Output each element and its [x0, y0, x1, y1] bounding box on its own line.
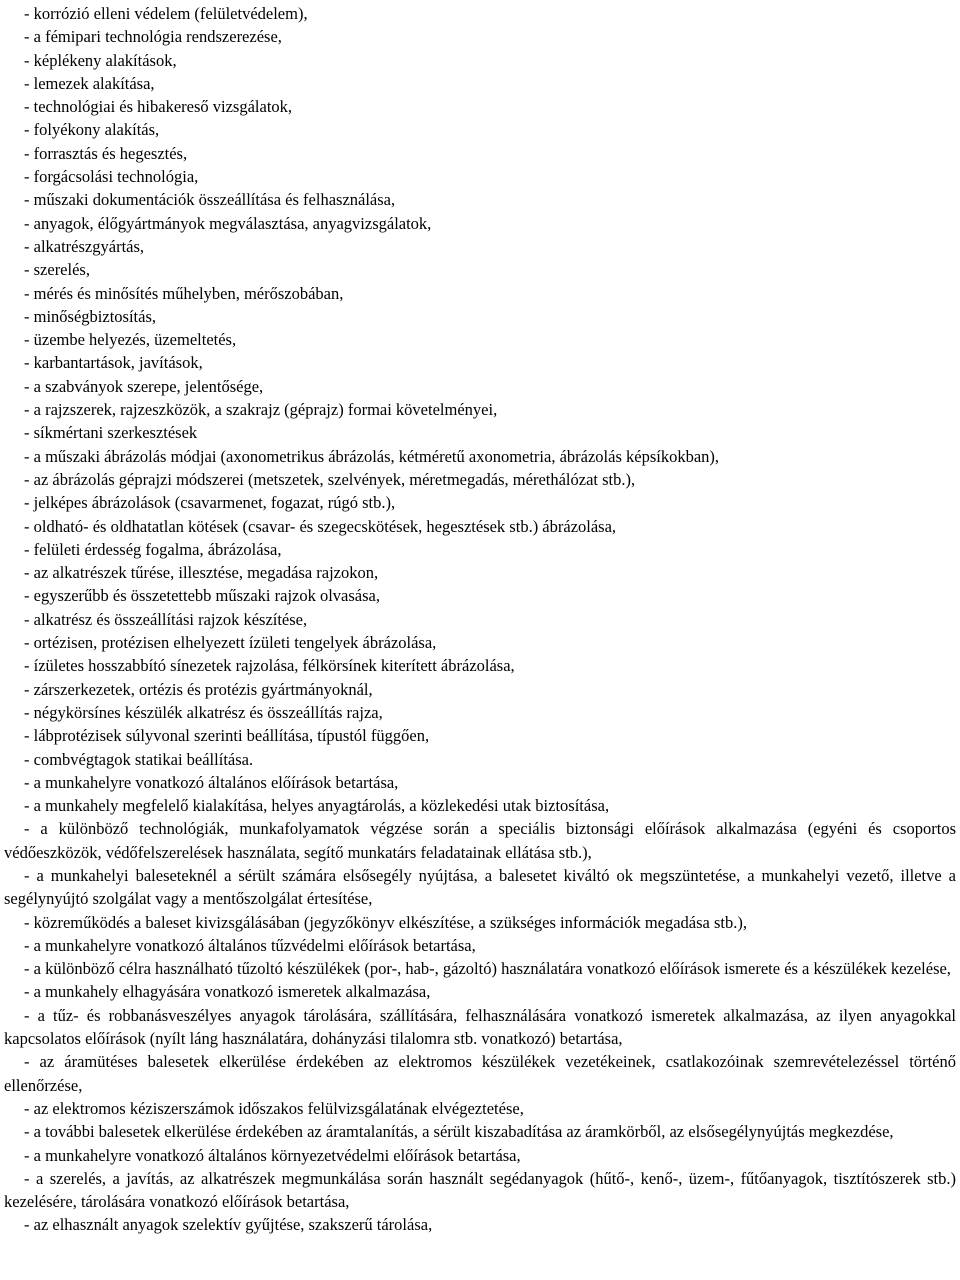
- list-item: - forgácsolási technológia,: [24, 167, 199, 187]
- list-item: - szerelés,: [24, 260, 90, 280]
- list-item: - síkmértani szerkesztések: [24, 423, 198, 443]
- list-item: - a munkahely megfelelő kialakítása, helyes anyagtárolás, a közlekedési utak biztosítása,: [24, 796, 610, 816]
- list-item: - egyszerűbb és összetettebb műszaki rajzok olvasása,: [24, 586, 380, 606]
- list-item: - a műszaki ábrázolás módjai (axonometrikus ábrázolás, kétméretű axonometria, ábrázolás képsíkokban),: [24, 446, 720, 466]
- list-item: - minőségbiztosítás,: [24, 306, 156, 326]
- list-item: - forrasztás és hegesztés,: [24, 143, 188, 163]
- list-item: - zárszerkezetek, ortézis és protézis gyártmányoknál,: [24, 679, 373, 699]
- list-item: - a rajzszerek, rajzeszközök, a szakrajz (géprajz) formai követelményei,: [24, 400, 498, 420]
- list-item: - korrózió elleni védelem (felületvédelem),: [24, 4, 308, 23]
- list-item: - oldható- és oldhatatlan kötések (csavar- és szegecskötések, hegesztések stb.) ábrázolása,: [24, 516, 617, 536]
- list-item: - anyagok, élőgyártmányok megválasztása, anyagvizsgálatok,: [24, 213, 432, 233]
- paragraph: - közreműködés a baleset kivizsgálásában (jegyzőkönyv elkészítése, a szükséges információk megadása stb.),: [24, 912, 747, 932]
- list-item: - alkatrész és összeállítási rajzok készítése,: [24, 609, 308, 629]
- list-item: - jelképes ábrázolások (csavarmenet, fogazat, rúgó stb.),: [24, 493, 396, 513]
- list-item: - felületi érdesség fogalma, ábrázolása,: [24, 539, 282, 559]
- list-item: - az ábrázolás géprajzi módszerei (metszetek, szelvények, méretmegadás, mérethálózat stb.),: [24, 469, 636, 489]
- list-item: - folyékony alakítás,: [24, 120, 160, 140]
- list-item: - képlékeny alakítások,: [24, 50, 177, 70]
- paragraph: - a munkahely elhagyására vonatkozó ismeretek alkalmazása,: [24, 982, 431, 1002]
- paragraph: - a különböző technológiák, munkafolyamatok végzése során a speciális biztonsági előírások alkalmazása (egyéni és csoportos védőeszközök, védőfelszerelések használata, segítő munkatárs feladatainak ellátása stb.),: [4, 819, 956, 862]
- document-page: [4, 2, 956, 1237]
- list-item: - technológiai és hibakereső vizsgálatok,: [24, 97, 293, 117]
- paragraph: - az áramütéses balesetek elkerülése érdekében az elektromos készülékek vezetékeinek, csatlakozóinak szemrevételezéssel történő ellenőrzése,: [4, 1052, 956, 1095]
- paragraph: - az elhasznált anyagok szelektív gyűjtése, szakszerű tárolása,: [24, 1215, 433, 1235]
- paragraph: - a szerelés, a javítás, az alkatrészek megmunkálása során használt segédanyagok (hűtő-, kenő-, üzem-, fűtőanyagok, tisztítószerek stb.) kezelésére, tárolására vonatkozó előírások betartása,: [4, 1168, 956, 1212]
- safety-paragraphs: [4, 817, 956, 1236]
- paragraph: - a további balesetek elkerülése érdekében az áramtalanítás, a sérült kiszabadítása az áramkörből, az elsősegélynyújtás megkezdése,: [24, 1122, 894, 1142]
- list-item: - mérés és minősítés műhelyben, mérőszobában,: [24, 283, 344, 303]
- list-item: - lemezek alakítása,: [24, 73, 155, 93]
- list-item: - ízületes hosszabbító sínezetek rajzolása, félkörsínek kiterített ábrázolása,: [24, 656, 515, 676]
- list-item: - alkatrészgyártás,: [24, 236, 145, 256]
- list-item: - négykörsínes készülék alkatrész és összeállítás rajza,: [24, 702, 383, 722]
- list-item: - ortézisen, protézisen elhelyezett ízületi tengelyek ábrázolása,: [24, 633, 437, 653]
- paragraph: - a különböző célra használható tűzoltó készülékek (por-, hab-, gázoltó) használatára vonatkozó előírások ismerete és a készülékek kezelése,: [24, 959, 951, 979]
- paragraph: - a munkahelyre vonatkozó általános környezetvédelmi előírások betartása,: [24, 1145, 521, 1165]
- paragraph: - a munkahelyi baleseteknél a sérült számára elsősegély nyújtása, a balesetet kiváltó ok megszüntetése, a munkahelyi vezető, illetve a segélynyújtó szolgálat vagy a mentőszolgálat értesítése,: [4, 865, 956, 909]
- list-item: - karbantartások, javítások,: [24, 353, 203, 373]
- paragraph: - a tűz- és robbanásveszélyes anyagok tárolására, szállítására, felhasználására vonatkozó ismeretek alkalmazása, az ilyen anyagokkal kapcsolatos előírások (nyílt láng használatára, dohányzási tilalomra stb. vonatkozó) betartása,: [4, 1005, 956, 1049]
- list-item: - a szabványok szerepe, jelentősége,: [24, 376, 264, 396]
- list-item: - műszaki dokumentációk összeállítása és felhasználása,: [24, 190, 396, 210]
- list-item: - a fémipari technológia rendszerezése,: [24, 27, 282, 47]
- list-item: - a munkahelyre vonatkozó általános előírások betartása,: [24, 772, 399, 792]
- topic-list: [4, 2, 956, 817]
- list-item: - combvégtagok statikai beállítása.: [24, 749, 254, 769]
- list-item: - üzembe helyezés, üzemeltetés,: [24, 330, 237, 350]
- paragraph: - az elektromos kéziszerszámok időszakos felülvizsgálatának elvégeztetése,: [24, 1098, 524, 1118]
- list-item: - lábprotézisek súlyvonal szerinti beállítása, típustól függően,: [24, 726, 430, 746]
- list-item: - az alkatrészek tűrése, illesztése, megadása rajzokon,: [24, 563, 379, 583]
- paragraph: - a munkahelyre vonatkozó általános tűzvédelmi előírások betartása,: [24, 935, 476, 955]
